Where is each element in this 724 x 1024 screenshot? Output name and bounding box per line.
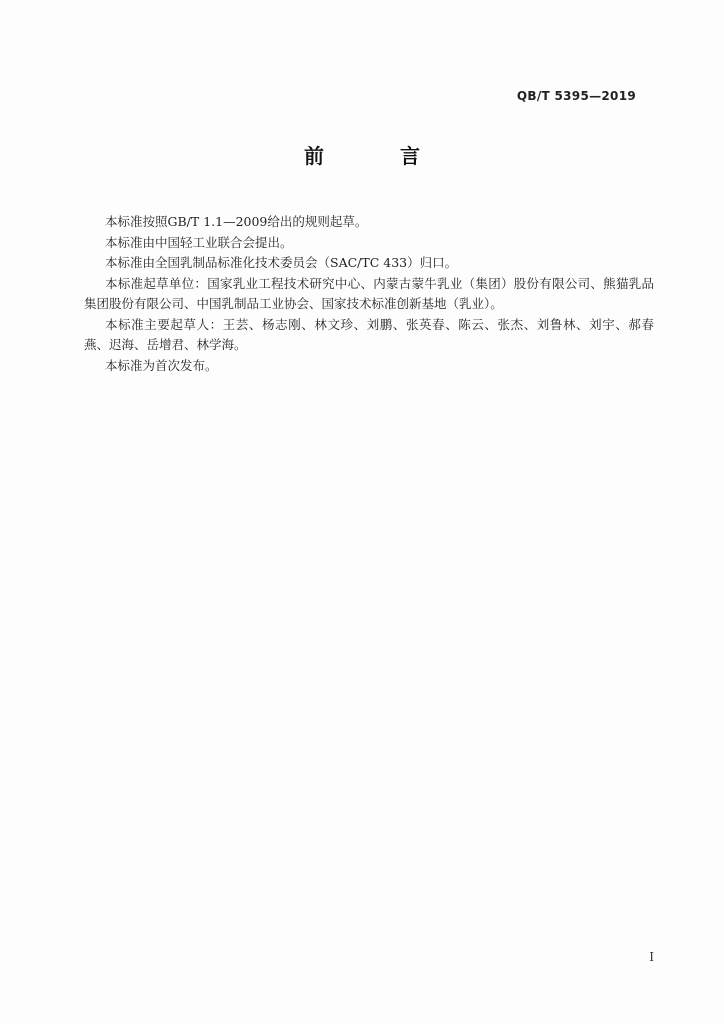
paragraph-proposer: 本标准由中国轻工业联合会提出。 — [105, 234, 293, 250]
standard-code: QB/T 5395—2019 — [516, 89, 636, 103]
paragraph-drafting-rules: 本标准按照GB/T 1.1—2009给出的规则起草。 — [105, 214, 368, 229]
page-title: 前 言 — [304, 144, 448, 168]
paragraph-drafters: 本标准主要起草人：王芸、杨志刚、林文珍、刘鹏、张英春、陈云、张杰、刘鲁林、刘宇、郝春燕、迟海、岳增君、林学海。 — [84, 316, 654, 352]
page-number: I — [649, 950, 654, 964]
paragraph-committee: 本标准由全国乳制品标准化技术委员会（SAC/TC 433）归口。 — [105, 255, 458, 270]
paragraph-drafting-units: 本标准起草单位：国家乳业工程技术研究中心、内蒙古蒙牛乳业（集团）股份有限公司、熊猫乳品集团股份有限公司、中国乳制品工业协会、国家技术标准创新基地（乳业）。 — [84, 275, 654, 311]
foreword-body — [84, 212, 654, 376]
paragraph-first-release: 本标准为首次发布。 — [105, 357, 218, 373]
